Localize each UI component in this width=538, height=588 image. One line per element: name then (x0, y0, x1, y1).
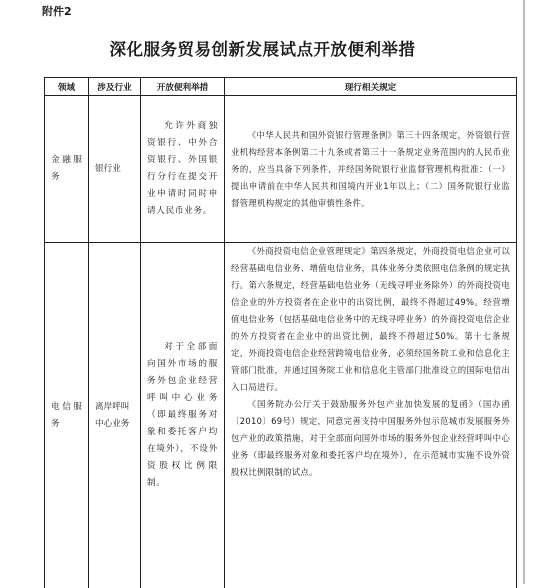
column-header-industry: 涉及行业 (89, 78, 141, 96)
table-row (45, 243, 517, 588)
measure-text: 允许外商独资银行、中外合资银行、外国银行分行在提交开业申请时同时申请人民币业务。 (141, 118, 224, 220)
regulation-paragraph: 《中华人民共和国外资银行管理条例》第三十四条规定，外资银行营业机构经营本条例第二十九条或者第三十一条规定业务范围内的人民币业务的，应当具备下列条件，并经国务院银行业监督管理机构批准：（一）提出申请前在中华人民共和国境内开业1年以上；（二）国务院银行业监督管理机构规定的其他审慎性条件。 (231, 127, 510, 212)
column-header-field: 领域 (45, 78, 89, 96)
document-title: 深化服务贸易创新发展试点开放便利举措 (0, 36, 525, 60)
cell-regulations (225, 243, 517, 588)
measures-table (44, 77, 517, 588)
cell-regulations (225, 96, 517, 243)
table-header-row (45, 78, 517, 96)
cell-industry (89, 243, 141, 588)
industry-text: 银行业 (89, 161, 140, 178)
regulations-text (225, 127, 516, 212)
cell-field (45, 96, 89, 243)
regulation-paragraph: 《国务院办公厅关于鼓励服务外包产业加快发展的复函》（国办函〔2010〕69号）规定，同意完善支持中国服务外包示范城市发展服务外包产业的政策措施，对于全部面向国外市场的服务外包企业经营呼叫中心业务（即最终服务对象和委托客户均在境外），在示范城市实施不设外资股权比例限制的试点。 (231, 396, 510, 481)
table-row (45, 96, 517, 243)
column-header-regulations: 现行相关规定 (225, 78, 517, 96)
cell-measure (141, 96, 225, 243)
cell-field (45, 243, 89, 588)
industry-text: 离岸呼叫中心业务 (89, 399, 140, 433)
regulation-paragraph: 《外商投资电信企业管理规定》第四条规定，外商投资电信企业可以经营基础电信业务、增值电信业务，具体业务分类依照电信条例的规定执行。第六条规定，经营基础电信业务（无线寻呼业务除外）的外商投资电信企业的外方投资者在企业中的出资比例，最终不得超过49%。经营增值电信业务（包括基础电信业务中的无线寻呼业务）的外商投资电信企业的外方投资者在企业中的出资比例，最终不得超过50%。第十七条规定，外商投资电信企业经营跨境电信业务，必须经国务院工业和信息化主管部门批准，并通过国务院工业和信息化主管部门批准设立的国际电信出入口局进行。 (231, 243, 510, 396)
measure-text: 对于全部面向国外市场的服务外包企业经营呼叫中心业务（即最终服务对象和委托客户均在境外），不设外资股权比例限制。 (141, 339, 224, 492)
attachment-label: 附件2 (42, 3, 72, 19)
field-text: 金融服务 (45, 152, 88, 186)
cell-measure (141, 243, 225, 588)
regulations-text (225, 243, 516, 481)
page-edge-divider (523, 0, 525, 584)
field-text: 电信服务 (45, 399, 88, 433)
cell-industry (89, 96, 141, 243)
column-header-measure: 开放便利举措 (141, 78, 225, 96)
